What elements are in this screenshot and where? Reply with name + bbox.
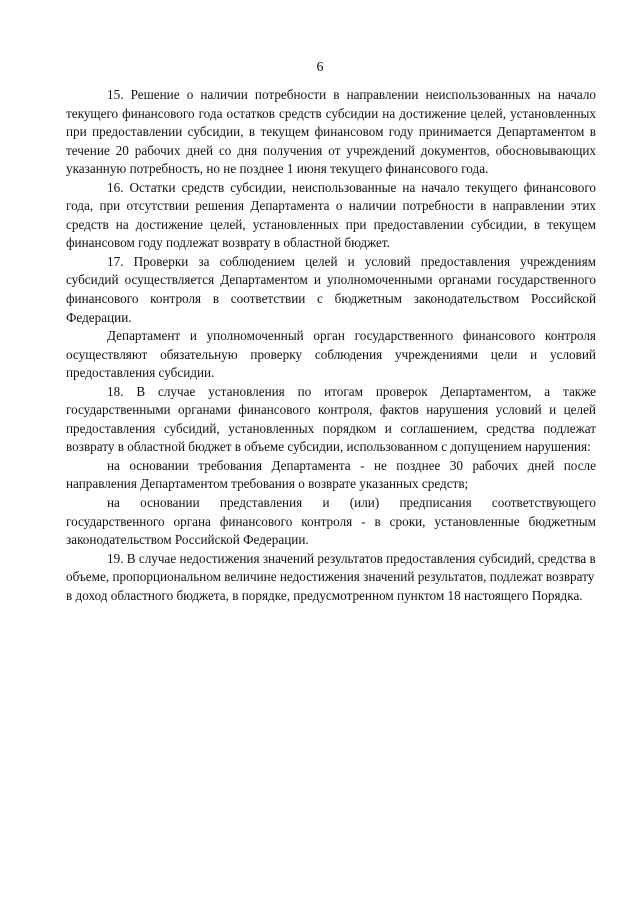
- paragraph-15-decision: 15. Решение о наличии потребности в направлении неиспользованных на начало текущего финансового года остатков средств субсидии на достижение целей, установленных при предоставлении субсидии, в текущем финансовом году принимается Департаментом в течение 20 рабочих дней со дня получения от учреждений документов, обосновывающих указанную потребность, но не позднее 1 июня текущего финансового года.: [66, 87, 596, 177]
- paragraph-16-remaining-funds: 16. Остатки средств субсидии, неиспользованные на начало текущего финансового года, при отсутствии решения Департамента о наличии потребности в направлении этих средств на достижение целей, установленных при предоставлении субсидии, в текущем финансовом году подлежат возврату в областной бюджет.: [66, 179, 596, 251]
- document-body: [66, 86, 596, 605]
- paragraph-17-inspections: 17. Проверки за соблюдением целей и условий предоставления учреждениям субсидий осуществляется Департаментом и уполномоченными органами государственного финансового контроля в соответствии с бюджетным законодательством Российской Федерации.: [66, 253, 596, 325]
- paragraph-department-demand: на основании требования Департамента - не позднее 30 рабочих дней после направления Департаментом требования о возврате указанных средств;: [66, 457, 596, 492]
- paragraph-mandatory-check: Департамент и уполномоченный орган государственного финансового контроля осуществляют обязательную проверку соблюдения учреждениями цели и условий предоставления субсидии.: [66, 328, 596, 381]
- paragraph-control-order: на основании представления и (или) предписания соответствующего государственного органа финансового контроля - в сроки, установленные бюджетным законодательством Российской Федерации.: [66, 495, 596, 548]
- paragraph-18-violations: 18. В случае установления по итогам проверок Департаментом, а также государственными органами финансового контроля, фактов нарушения условий и целей предоставления субсидий, установленных порядком и соглашением, средства подлежат возврату в областной бюджет в объеме субсидии, использованном с допущением нарушения:: [66, 383, 596, 455]
- paragraph-19-results: 19. В случае недостижения значений результатов предоставления субсидий, средства в объеме, пропорциональном величине недостижения значений результатов, подлежат возврату в доход областного бюджета, в порядке, предусмотренном пунктом 18 настоящего Порядка.: [66, 550, 596, 603]
- page-number: 6: [316, 60, 324, 75]
